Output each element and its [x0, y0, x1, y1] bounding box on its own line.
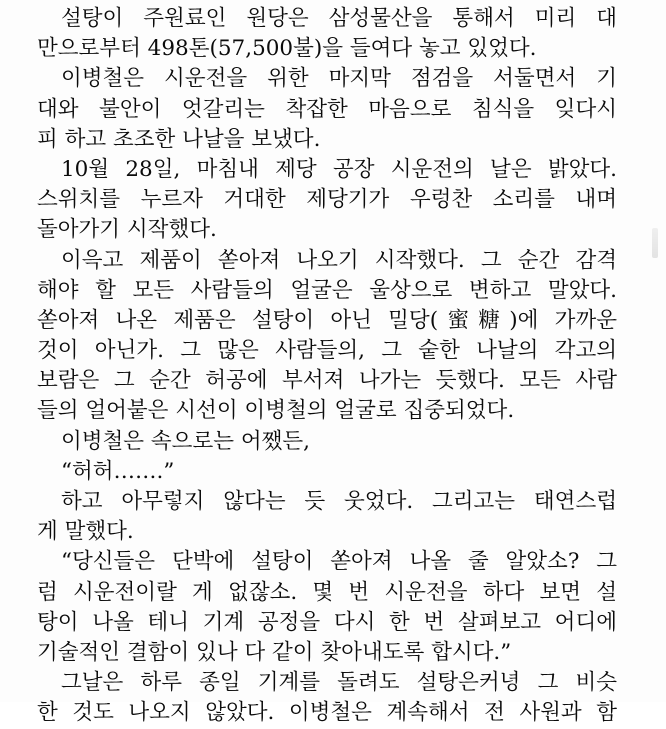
- text-line: 10월 28일, 마침내 제당 공장 시운전의 날은 밝았다.: [61, 156, 617, 182]
- text-line: 스위치를 누르자 거대한 제당기가 우렁찬 소리를 내며: [37, 187, 617, 213]
- text-line: 럼 시운전이랄 게 없잖소. 몇 번 시운전을 하다 보면 설: [37, 579, 617, 605]
- text-line: 기술적인 결함이 있나 다 같이 찾아내도록 합시다.”: [37, 639, 512, 665]
- text-line: 하고 아무렇지 않다는 듯 웃었다. 그리고는 태연스럽: [61, 489, 617, 514]
- text-line: 이병철은 시운전을 위한 마지막 점검을 서둘면서 기: [61, 66, 617, 92]
- text-line: 해야 할 모든 사람들의 얼굴은 울상으로 변하고 말았다.: [37, 277, 617, 303]
- text-line: 설탕이 주원료인 원당은 삼성물산을 통해서 미리 대: [61, 6, 617, 31]
- text-line: 피 하고 초조한 나날을 보냈다.: [37, 126, 321, 152]
- text-line: 그날은 하루 종일 기계를 돌려도 설탕은커녕 그 비슷: [61, 670, 617, 696]
- page-edge-mark: [652, 228, 658, 258]
- text-line: 돌아가기 시작했다.: [37, 217, 217, 243]
- text-line: 들의 얼어붙은 시선이 이병철의 얼굴로 집중되었다.: [37, 398, 515, 424]
- text-line: 이윽고 제품이 쏟아져 나오기 시작했다. 그 순간 감격: [61, 247, 617, 273]
- text-line: 것이 아닌가. 그 많은 사람들의, 그 숱한 나날의 각고의: [37, 338, 617, 364]
- text-line: 탕이 나올 테니 기계 공정을 다시 한 번 살펴보고 어디에: [37, 609, 617, 635]
- text-line: 이병철은 속으로는 어쨌든,: [61, 428, 310, 454]
- text-line: 보람은 그 순간 허공에 부서져 나가는 듯했다. 모든 사람: [37, 368, 617, 394]
- text-line: 쏟아져 나온 제품은 설탕이 아닌 밀당(蜜糖)에 가까운: [37, 307, 617, 333]
- text-line: 한 것도 나오지 않았다. 이병철은 계속해서 전 사원과 함: [37, 700, 617, 726]
- text-line: 대와 불안이 엇갈리는 착잡한 마음으로 침식을 잊다시: [37, 96, 617, 122]
- text-line: 게 말했다.: [37, 519, 134, 545]
- text-line: “당신들은 단박에 설탕이 쏟아져 나올 줄 알았소? 그: [61, 549, 617, 575]
- body-text: [37, 4, 617, 729]
- text-line: 만으로부터 498톤(57,500불)을 들여다 놓고 있었다.: [37, 36, 537, 62]
- text-line: “허허…….”: [61, 458, 175, 484]
